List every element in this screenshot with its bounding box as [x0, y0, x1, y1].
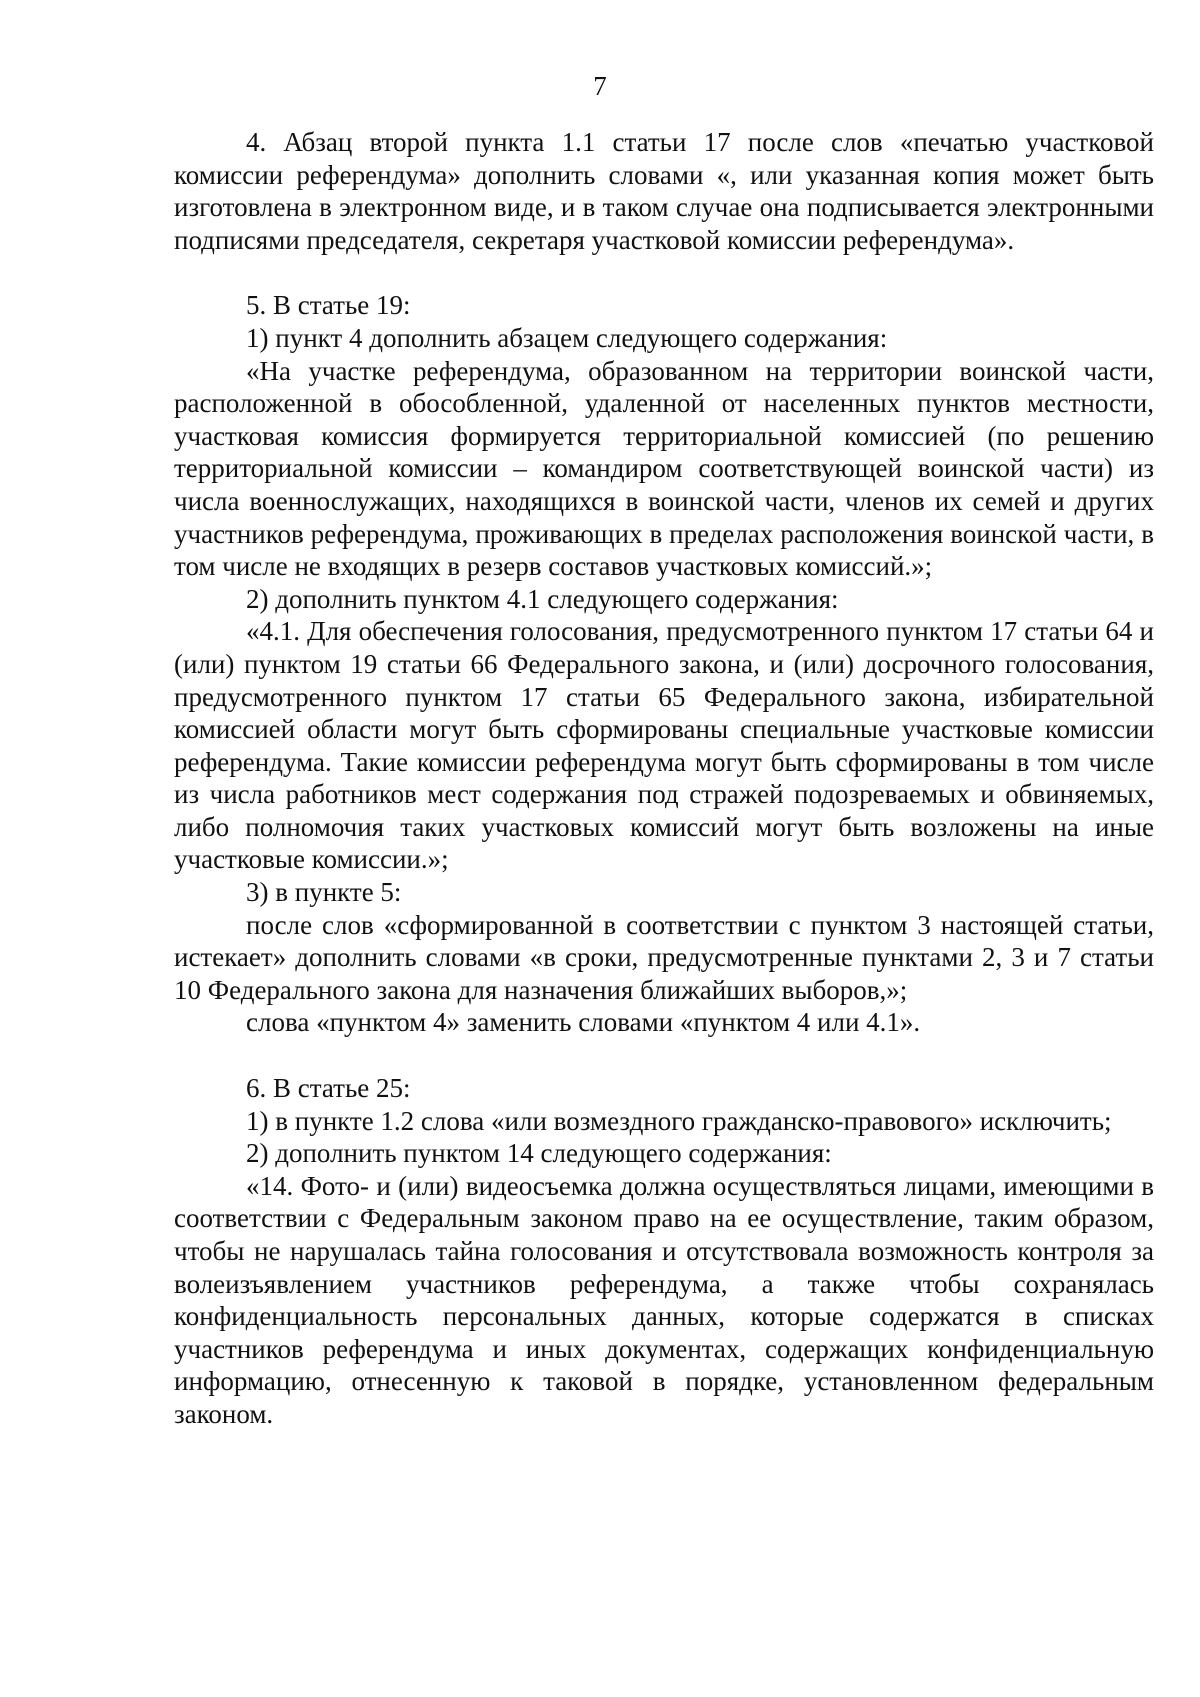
paragraph-quote-5-2: «4.1. Для обеспечения голосования, предусмотренного пунктом 17 статьи 64 и (или) пунктом 19 статьи 66 Федерального закона, и (или) досрочного голосования, предусмотренного пунктом 17 статьи 65 Федерального закона, избирательной комиссией области могут быть сформированы специальные участковые комиссии референдума. Такие комиссии референдума могут быть сформированы в том числе из числа работников мест содержания под стражей подозреваемых и обвиняемых, либо полномочия таких участковых комиссий могут быть возложены на иные участковые комиссии.»;	[174, 616, 1154, 875]
paragraph-subitem-5-1: 1) пункт 4 дополнить абзацем следующего содержания:	[246, 322, 888, 353]
paragraph-item-6-heading: 6. В статье 25:	[246, 1073, 411, 1104]
paragraph-subitem-6-1: 1) в пункте 1.2 слова «или возмездного гражданско-правового» исключить;	[246, 1105, 1112, 1136]
paragraph-subitem-6-2: 2) дополнить пунктом 14 следующего содержания:	[246, 1138, 832, 1169]
paragraph-quote-6-2: «14. Фото- и (или) видеосъемка должна осуществляться лицами, имеющими в соответствии с Федеральным законом право на ее осуществление, таким образом, чтобы не нарушалась тайна голосования и отсутствовала возможность контроля за волеизъявлением участников референдума, а также чтобы сохранялась конфиденциальность персональных данных, которые содержатся в списках участников референдума и иных документах, содержащих конфиденциальную информацию, отнесенную к таковой в порядке, установленном федеральным законом.	[174, 1170, 1154, 1429]
paragraph-amendment-5-3-b: слова «пунктом 4» заменить словами «пунктом 4 или 4.1».	[246, 1007, 921, 1038]
paragraph-subitem-5-3: 3) в пункте 5:	[246, 877, 402, 908]
document-body	[174, 126, 1154, 1431]
paragraph-gap	[174, 256, 1154, 289]
page-number: 7	[593, 71, 607, 101]
paragraph-quote-5-1: «На участке референдума, образованном на территории воинской части, расположенной в обособленной, удаленной от населенных пунктов местности, участковая комиссия формируется территориальной комиссией (по решению территориальной комиссии – командиром соответствующей воинской части) из числа военнослужащих, находящихся в воинской части, членов их семей и других участников референдума, проживающих в пределах расположения воинской части, в том числе не входящих в резерв составов участковых комиссий.»;	[174, 355, 1154, 582]
paragraph-item-5-heading: 5. В статье 19:	[246, 290, 411, 321]
paragraph-gap	[174, 1039, 1154, 1072]
paragraph-item-4: 4. Абзац второй пункта 1.1 статьи 17 после слов «печатью участковой комиссии референдума» дополнить словами «, или указанная копия может быть изготовлена в электронном виде, и в таком случае она подписывается электронными подписями председателя, секретаря участковой комиссии референдума».	[174, 127, 1154, 255]
paragraph-subitem-5-2: 2) дополнить пунктом 4.1 следующего содержания:	[246, 583, 839, 614]
paragraph-amendment-5-3-a: после слов «сформированной в соответствии с пунктом 3 настоящей статьи, истекает» дополнить словами «в сроки, предусмотренные пунктами 2, 3 и 7 статьи 10 Федерального закона для назначения ближайших выборов,»;	[174, 909, 1154, 1005]
